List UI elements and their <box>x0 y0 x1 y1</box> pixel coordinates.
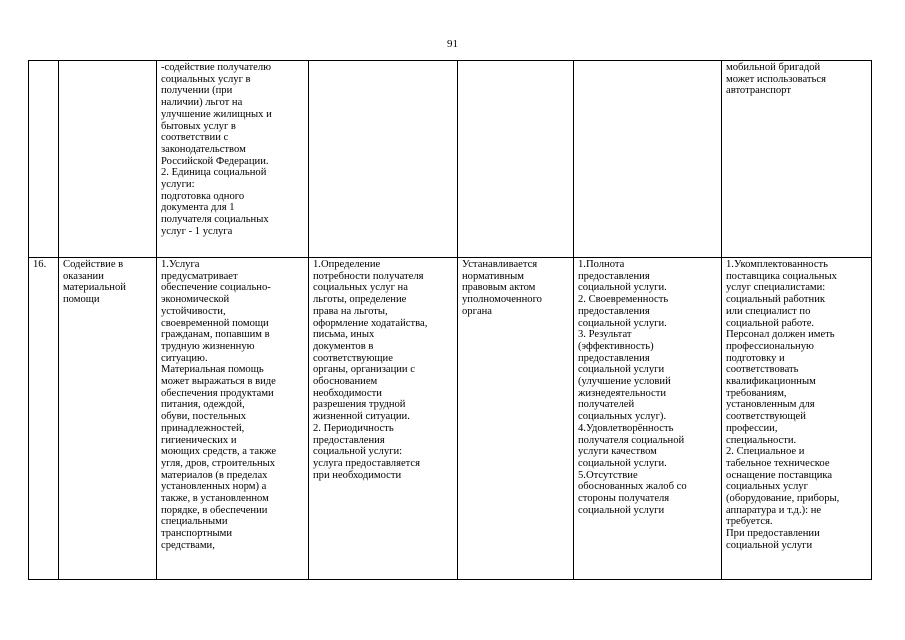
text-line: 1.Услуга <box>161 259 200 270</box>
text-line: гигиенических и <box>161 434 237 446</box>
text-line: 2. Единица социальной <box>161 167 267 179</box>
text-line: Материальная помощь <box>161 364 264 376</box>
text-line: соответствующие <box>313 352 393 364</box>
text-line: оказании <box>63 270 104 282</box>
text-line: (оборудование, приборы, <box>726 493 840 505</box>
text-line: мобильной бригадой <box>726 62 821 73</box>
text-line: материальной <box>63 282 126 294</box>
text-line: обоснованием <box>313 376 378 388</box>
text-line: социальной услуги. <box>578 457 667 469</box>
text-line: улучшение жилищных и <box>161 108 272 120</box>
text-line: разрешения трудной <box>313 399 406 411</box>
text-line: специальности. <box>726 434 797 446</box>
text-line: профессиональную <box>726 340 814 352</box>
row-number-cell <box>29 61 59 258</box>
text-line: устойчивости, <box>161 305 226 317</box>
text-line: 2. Специальное и <box>726 446 805 458</box>
procedure-cell <box>309 61 458 258</box>
text-line: стороны получателя <box>578 493 670 505</box>
text-line: принадлежностей, <box>161 422 245 434</box>
text-line: обеспечения продуктами <box>161 387 274 399</box>
text-line: социальной услуги: <box>313 446 403 458</box>
text-line: правовым актом <box>462 282 536 294</box>
text-line: Устанавливается <box>462 259 538 270</box>
text-line: соответствующей <box>726 411 806 423</box>
description-cell <box>157 61 309 258</box>
text-line: квалификационным <box>726 376 816 388</box>
text-line: своевременной помощи <box>161 317 269 329</box>
text-line: автотранспорт <box>726 85 791 97</box>
text-line: гражданам, попавшим в <box>161 329 270 341</box>
text-line: социальных услуг на <box>313 282 408 294</box>
text-line: требованиям, <box>726 387 787 399</box>
text-line: получении (при <box>161 85 233 97</box>
text-line: потребности получателя <box>313 270 424 282</box>
text-line: аппаратура и т.д.): не <box>726 504 822 516</box>
text-line: соответствовать <box>726 364 799 376</box>
text-line: подготовку и <box>726 352 785 364</box>
text-line: 1.Полнота <box>578 259 625 270</box>
text-line: при необходимости <box>313 469 402 481</box>
text-line: права на льготы, <box>313 305 388 317</box>
table-row <box>29 61 872 258</box>
description-cell <box>157 258 309 580</box>
text-line: или специалист по <box>726 305 811 317</box>
text-line: социальный работник <box>726 294 826 306</box>
conditions-cell <box>722 258 872 580</box>
text-line: льготы, определение <box>313 294 407 306</box>
text-line: социальной услуги <box>578 364 665 376</box>
text-line: социальных услуг <box>726 481 808 493</box>
text-line: может выражаться в виде <box>161 376 276 388</box>
text-line: табельное техническое <box>726 457 830 469</box>
text-line: жизнедеятельности <box>578 387 667 399</box>
text-line: порядке, в обеспечении <box>161 504 268 516</box>
text-line: услуги: <box>161 179 195 191</box>
text-line: предоставления <box>578 352 650 364</box>
text-line: экономической <box>161 294 230 306</box>
text-line: Российской Федерации. <box>161 155 269 167</box>
text-line: 2. Своевременность <box>578 294 669 306</box>
text-line: обеспечение социально- <box>161 282 271 294</box>
text-line: транспортными <box>161 528 233 540</box>
text-line: оснащение поставщика <box>726 469 833 481</box>
text-line: услуг специалистами: <box>726 282 826 294</box>
text-line: обоснованных жалоб со <box>578 481 687 493</box>
text-line: услуг - 1 услуга <box>161 225 233 237</box>
text-line: также, в установленном <box>161 493 269 505</box>
text-line: уполномоченного <box>462 294 542 306</box>
text-line: соответствии с <box>161 132 229 144</box>
text-line: (эффективность) <box>578 340 654 352</box>
text-line: предоставления <box>578 305 650 317</box>
text-line: (улучшение условий <box>578 376 671 388</box>
text-line: Содействие в <box>63 259 124 270</box>
text-line: При предоставлении <box>726 528 820 540</box>
text-line: -содействие получателю <box>161 62 272 73</box>
text-line: предоставления <box>313 434 385 446</box>
text-line: предусматривает <box>161 270 238 282</box>
services-table <box>28 60 872 580</box>
quality-cell <box>574 258 722 580</box>
text-line: услуги качеством <box>578 446 657 458</box>
text-line: социальной услуги. <box>578 282 667 294</box>
text-line: социальной услуги <box>726 539 813 551</box>
text-line: может использоваться <box>726 73 826 85</box>
text-line: материалов (в пределах <box>161 469 268 481</box>
page-number: 91 <box>447 38 458 50</box>
row-number-cell: 16. <box>29 258 59 580</box>
text-line: услуга предоставляется <box>313 457 420 469</box>
text-line: социальной работе. <box>726 317 815 329</box>
text-line: угля, дров, строительных <box>161 457 276 469</box>
text-line: жизненной ситуации. <box>313 411 410 423</box>
text-line: моющих средств, а также <box>161 446 277 458</box>
text-line: обуви, постельных <box>161 411 247 423</box>
text-line: помощи <box>63 294 100 306</box>
text-line: требуется. <box>726 516 773 528</box>
text-line: поставщика социальных <box>726 270 837 282</box>
tariff-cell <box>458 258 574 580</box>
text-line: подготовка одного <box>161 190 245 202</box>
text-line: необходимости <box>313 387 382 399</box>
text-line: социальных услуг). <box>578 411 667 423</box>
table-row <box>29 258 872 580</box>
text-line: документа для 1 <box>161 202 235 214</box>
text-line: питания, одеждой, <box>161 399 245 411</box>
text-line: органа <box>462 305 493 317</box>
text-line: оформление ходатайства, <box>313 317 428 329</box>
text-line: получателей <box>578 399 635 411</box>
text-line: ситуацию. <box>161 352 208 364</box>
text-line: бытовых услуг в <box>161 120 236 132</box>
text-line: установленным для <box>726 399 815 411</box>
text-line: документов в <box>313 340 374 352</box>
quality-cell <box>574 61 722 258</box>
text-line: нормативным <box>462 270 524 282</box>
text-line: 2. Периодичность <box>313 422 394 434</box>
text-line: законодательством <box>161 143 246 155</box>
text-line: получателя социальной <box>578 434 685 446</box>
text-line: Персонал должен иметь <box>726 329 835 341</box>
text-line: 4.Удовлетворённость <box>578 422 674 434</box>
text-line: 3. Результат <box>578 329 632 341</box>
service-name-cell <box>59 61 157 258</box>
text-line: социальной услуги. <box>578 317 667 329</box>
text-line: наличии) льгот на <box>161 97 243 109</box>
text-line: 5.Отсутствие <box>578 469 638 481</box>
text-line: трудную жизненную <box>161 340 255 352</box>
tariff-cell <box>458 61 574 258</box>
text-line: средствами, <box>161 539 215 551</box>
text-line: специальными <box>161 516 228 528</box>
text-line: органы, организации с <box>313 364 415 376</box>
text-line: письма, иных <box>313 329 375 341</box>
text-line: профессии, <box>726 422 778 434</box>
text-line: социальных услуг в <box>161 73 251 85</box>
text-line: социальной услуги <box>578 504 665 516</box>
procedure-cell <box>309 258 458 580</box>
text-line: предоставления <box>578 270 650 282</box>
text-line: 1.Укомплектованность <box>726 259 828 270</box>
text-line: установленных норм) а <box>161 481 267 493</box>
conditions-cell <box>722 61 872 258</box>
text-line: 1.Определение <box>313 259 381 270</box>
text-line: получателя социальных <box>161 214 269 226</box>
service-name-cell <box>59 258 157 580</box>
